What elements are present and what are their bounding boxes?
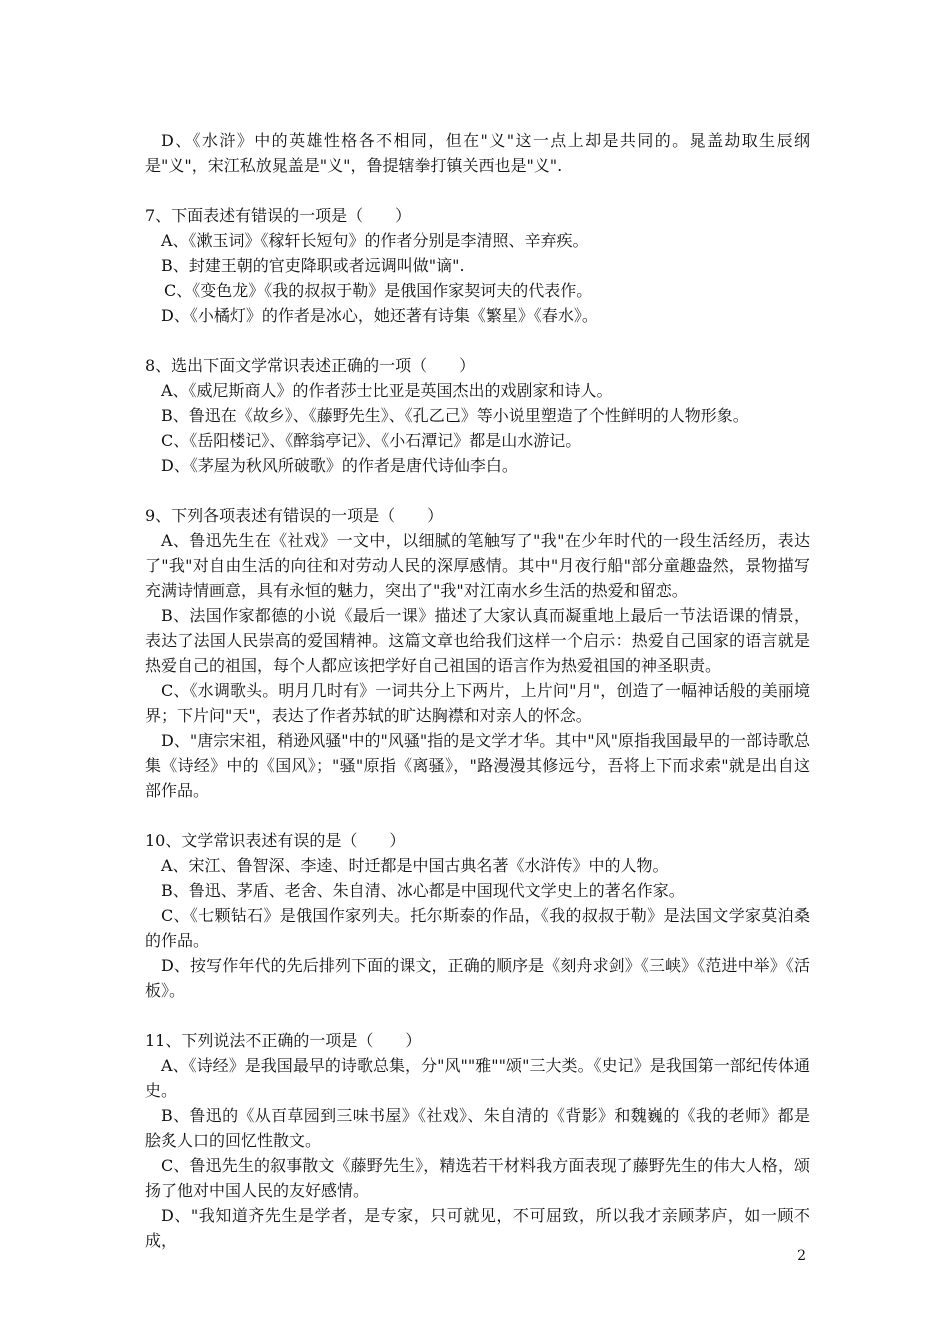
question-11: [145, 1028, 810, 1253]
question-7-option-c: C、《变色龙》《我的叔叔于勒》是俄国作家契诃夫的代表作。: [164, 281, 593, 300]
question-10-title: 10、文学常识表述有误的是（ ）: [145, 831, 406, 850]
question-11-title: 11、下列说法不正确的一项是（ ）: [145, 1031, 422, 1050]
question-10: [145, 828, 810, 1003]
question-11-option-c: C、鲁迅先生的叙事散文《藤野先生》，精选若干材料我方面表现了藤野先生的伟大人格，颂扬了他对中国人民的友好感情。: [145, 1156, 810, 1200]
question-8-title: 8、选出下面文学常识表述正确的一项（ ）: [145, 356, 476, 375]
question-8-option-c: C、《岳阳楼记》、《醉翁亭记》、《小石潭记》都是山水游记。: [161, 431, 582, 450]
question-9-title: 9、下列各项表述有错误的一项是（ ）: [145, 506, 444, 525]
question-8-option-b: B、鲁迅在《故乡》、《藤野先生》、《孔乙己》等小说里塑造了个性鲜明的人物形象。: [161, 406, 749, 425]
question-10-option-d: D、按写作年代的先后排列下面的课文，正确的顺序是《刻舟求剑》《三峡》《范进中举》《活板》。: [145, 956, 810, 1000]
question-9-option-d: D、"唐宗宋祖，稍逊风骚"中的"风骚"指的是文学才华。其中"风"原指我国最早的一部诗歌总集《诗经》中的《国风》；"骚"原指《离骚》，"路漫漫其修远兮，吾将上下而求索"就是出自这部作品。: [145, 731, 810, 800]
question-10-option-a: A、宋江、鲁智深、李逵、时迁都是中国古典名著《水浒传》中的人物。: [161, 856, 669, 875]
question-6-option-d: D、《水浒》中的英雄性格各不相同，但在"义"这一点上却是共同的。晁盖劫取生辰纲是"义"，宋江私放晁盖是"义"，鲁提辖拳打镇关西也是"义".: [145, 131, 810, 175]
question-7-option-b: B、封建王朝的官吏降职或者远调叫做"谪".: [161, 256, 465, 275]
question-9-option-b: B、法国作家都德的小说《最后一课》描述了大家认真而凝重地上最后一节法语课的情景，表达了法国人民崇高的爱国精神。这篇文章也给我们这样一个启示：热爱自己国家的语言就是热爱自己的祖国，每个人都应该把学好自己祖国的语言作为热爱祖国的神圣职责。: [145, 606, 810, 675]
question-7-option-d: D、《小橘灯》的作者是冰心，她还著有诗集《繁星》《春水》。: [161, 306, 598, 325]
question-9-option-a: A、鲁迅先生在《社戏》一文中，以细腻的笔触写了"我"在少年时代的一段生活经历，表达了"我"对自由生活的向往和对劳动人民的深厚感情。其中"月夜行船"部分童趣盎然，景物描写充满诗情画意，具有永恒的魅力，突出了"我"对江南水乡生活的热爱和留恋。: [145, 531, 810, 600]
page-content: [145, 128, 810, 1278]
question-10-option-c: C、《七颗钻石》是俄国作家列夫。托尔斯泰的作品，《我的叔叔于勒》是法国文学家莫泊桑的作品。: [145, 906, 810, 950]
question-7: [145, 203, 810, 328]
question-7-option-a: A、《漱玉词》《稼轩长短句》的作者分别是李清照、辛弃疾。: [161, 231, 589, 250]
page-number: 2: [797, 1248, 806, 1264]
question-6-continuation: [145, 128, 810, 178]
question-8-option-a: A、《威尼斯商人》的作者莎士比亚是英国杰出的戏剧家和诗人。: [161, 381, 613, 400]
question-11-option-b: B、鲁迅的《从百草园到三味书屋》《社戏》、朱自清的《背影》和魏巍的《我的老师》都是脍炙人口的回忆性散文。: [145, 1106, 810, 1150]
question-11-option-a: A、《诗经》是我国最早的诗歌总集，分"风""雅""颂"三大类。《史记》是我国第一部纪传体通史。: [145, 1056, 810, 1100]
question-9-option-c: C、《水调歌头。明月几时有》一词共分上下两片，上片问"月"，创造了一幅神话般的美丽境界；下片问"天"，表达了作者苏轼的旷达胸襟和对亲人的怀念。: [145, 681, 810, 725]
question-8-option-d: D、《茅屋为秋风所破歌》的作者是唐代诗仙李白。: [161, 456, 518, 475]
question-8: [145, 353, 810, 478]
question-7-title: 7、下面表述有错误的一项是（ ）: [145, 206, 412, 225]
question-10-option-b: B、鲁迅、茅盾、老舍、朱自清、冰心都是中国现代文学史上的著名作家。: [161, 881, 685, 900]
question-9: [145, 503, 810, 803]
question-11-option-d: D、"我知道齐先生是学者，是专家，只可就见，不可屈致，所以我才亲顾茅庐，如一顾不成，: [145, 1206, 810, 1250]
